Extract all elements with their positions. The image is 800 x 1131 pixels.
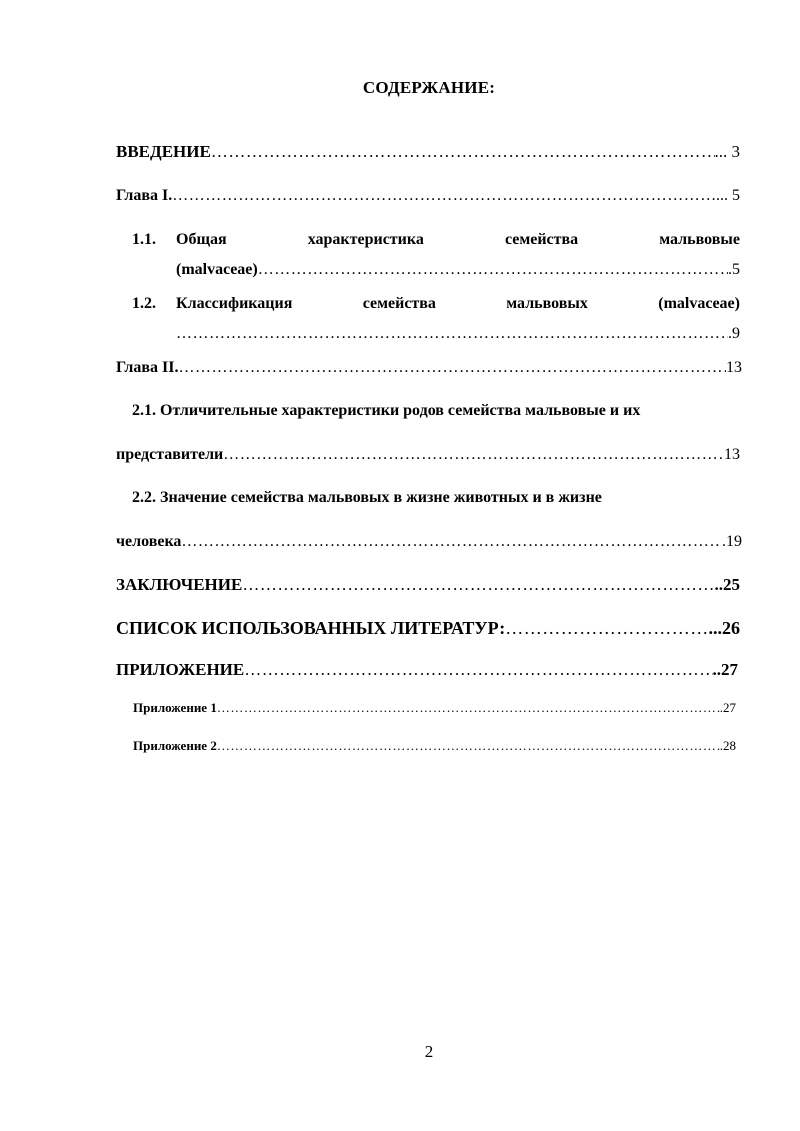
toc-page-number: ... 3 [714,142,740,161]
toc-entry-1-1[interactable] [176,261,740,279]
toc-leader-dots [178,359,726,377]
toc-entry-label: ВВЕДЕНИЕ [116,142,211,161]
toc-entry-2-2[interactable] [116,533,742,551]
toc-page-number: ..27 [712,660,738,679]
toc-page-number: 13 [726,359,742,376]
toc-entry-label: Глава I. [116,187,173,204]
toc-entry-label: СПИСОК ИСПОЛЬЗОВАННЫХ ЛИТЕРАТУР: [116,618,506,638]
toc-page-number: 13 [724,446,740,463]
toc-leader-dots [217,738,720,754]
toc-leader-dots [244,660,712,680]
toc-entry-label: Глава II. [116,359,179,376]
toc-leader-dots [181,533,722,551]
toc-word: мальвовые [659,231,740,248]
toc-entry-1-2-title-line[interactable] [176,295,740,313]
toc-entry-chapter-1[interactable] [116,187,740,205]
toc-entry-2-1[interactable] [116,446,740,464]
toc-word: (malvaceae) [658,295,740,312]
toc-page-number: ...26 [708,618,740,638]
toc-entry-chapter-2[interactable] [116,359,742,377]
toc-entry-references[interactable] [116,618,740,639]
toc-page-number: .27 [719,700,736,715]
toc-page-number: .28 [719,738,736,753]
toc-leader-dots [223,446,724,464]
toc-entry-label: ПРИЛОЖЕНИЕ [116,660,245,679]
toc-leader-dots [211,142,715,162]
toc-entry-1-2-number: 1.2. [132,295,156,312]
toc-word: семейства [504,231,579,248]
toc-word: Общая [176,231,227,248]
toc-entry-2-1-title-line[interactable]: 2.1. Отличительные характеристики родов семейства мальвовые и их [132,402,641,419]
toc-word: характеристика [307,231,424,248]
toc-leader-dots [258,261,728,279]
toc-entry-appendix[interactable] [116,660,738,680]
toc-entry-label: человека [116,533,182,550]
toc-entry-2-2-title-line[interactable]: 2.2. Значение семейства мальвовых в жизне животных и в жизне [132,489,602,506]
toc-entry-label: Приложение 2 [133,738,217,753]
toc-word: мальвовых [506,295,588,312]
toc-leader-dots [217,700,720,716]
toc-entry-label: ЗАКЛЮЧЕНИЕ [116,575,243,594]
toc-page-number: .5 [728,261,740,278]
toc-leader-dots [176,325,728,343]
toc-entry-label: (malvaceae) [176,261,258,278]
toc-entry-intro[interactable] [116,142,740,162]
toc-leader-dots [242,575,714,595]
toc-word: семейства [362,295,436,312]
toc-entry-1-1-number: 1.1. [132,231,156,248]
toc-leader-dots [505,618,708,639]
toc-word: Классификация [176,295,293,312]
toc-entry-label: Приложение 1 [133,700,217,715]
toc-entry-appendix-2[interactable] [133,738,736,754]
toc-page-number: ... 5 [716,187,740,204]
toc-entry-appendix-1[interactable] [133,700,736,716]
toc-title: СОДЕРЖАНИЕ: [362,78,496,97]
page-number: 2 [424,1042,434,1061]
toc-entry-1-2[interactable] [176,325,740,343]
toc-page-number: .19 [722,533,742,550]
toc-page-number: .9 [728,325,740,342]
toc-entry-conclusion[interactable] [116,575,740,595]
toc-page-number: ..25 [714,575,740,594]
toc-entry-label: представители [116,446,224,463]
toc-leader-dots [172,187,716,205]
toc-entry-1-1-title-line[interactable] [176,231,740,249]
